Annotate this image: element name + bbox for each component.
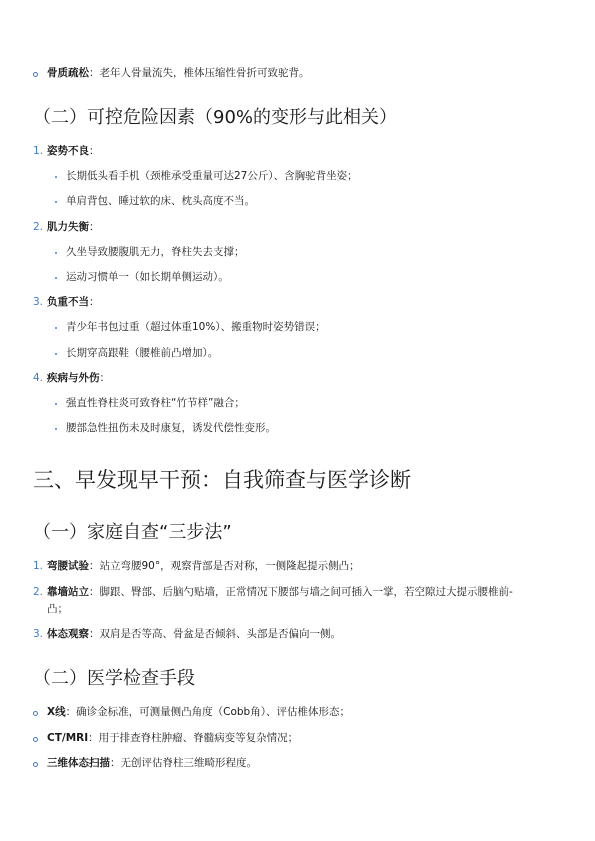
bullet-dot-icon	[55, 252, 57, 254]
list-item	[47, 756, 257, 771]
item-label: 姿势不良	[47, 145, 89, 157]
bullet-circle-icon	[33, 711, 38, 716]
bullet-dot-icon	[55, 176, 57, 178]
separator: ：	[89, 586, 100, 598]
list-number: 1.	[33, 145, 44, 157]
item-label: 三维体态扫描	[47, 757, 110, 769]
item-label: 靠墙站立	[47, 586, 89, 598]
item-text: 站立弯腰90°，观察背部是否对称，一侧隆起提示侧凸；	[99, 560, 360, 572]
item-label: CT/MRI	[47, 732, 89, 744]
sub-item: 运动习惯单一（如长期单侧运动）。	[66, 271, 229, 283]
section-heading: （二）医学检查手段	[33, 668, 195, 689]
separator: ：	[89, 560, 100, 572]
sub-item: 腰部急性扭伤未及时康复，诱发代偿性变形。	[66, 422, 276, 434]
item-label: 负重不当	[47, 296, 89, 308]
list-number: 2.	[33, 586, 44, 598]
list-item	[47, 585, 513, 600]
sub-item: 青少年书包过重（超过体重10%）、搬重物时姿势错误；	[66, 321, 326, 333]
sub-item: 久坐导致腰腹肌无力，脊柱失去支撑；	[66, 246, 245, 258]
item-label: 骨质疏松	[47, 67, 89, 79]
chapter-heading: 三、早发现早干预：自我筛查与医学诊断	[33, 468, 411, 492]
bullet-circle-icon	[33, 762, 38, 767]
section-heading: （二）可控危险因素（90%的变形与此相关）	[33, 107, 398, 128]
item-text: 脚跟、臀部、后脑勺贴墙，正常情况下腰部与墙之间可插入一掌，若空隙过大提示腰椎前-	[99, 586, 513, 598]
list-item	[47, 66, 310, 81]
item-text: 确诊金标准，可测量侧凸角度（Cobb角）、评估椎体形态；	[76, 706, 350, 718]
item-text: 双肩是否等高、骨盆是否倾斜、头部是否偏向一侧。	[99, 628, 341, 640]
separator: ：	[88, 732, 99, 744]
item-label: X线	[47, 706, 66, 718]
bullet-dot-icon	[55, 201, 57, 203]
sub-item: 单肩背包、睡过软的床、枕头高度不当。	[66, 195, 255, 207]
item-text: 无创评估脊柱三维畸形程度。	[120, 757, 257, 769]
bullet-dot-icon	[55, 277, 57, 279]
separator: ：	[89, 145, 100, 157]
bullet-circle-icon	[33, 737, 38, 742]
bullet-dot-icon	[55, 428, 57, 430]
list-item	[47, 220, 100, 235]
list-item	[47, 731, 298, 746]
sub-item: 长期低头看手机（颈椎承受重量可达27公斤）、含胸驼背坐姿；	[66, 170, 358, 182]
item-label: 肌力失衡	[47, 221, 89, 233]
list-item	[47, 371, 110, 386]
separator: ：	[89, 221, 100, 233]
bullet-dot-icon	[55, 327, 57, 329]
item-label: 体态观察	[47, 628, 89, 640]
separator: ：	[65, 706, 77, 718]
bullet-circle-icon	[33, 72, 38, 77]
separator: ：	[89, 67, 100, 79]
list-number: 3.	[33, 628, 44, 640]
bullet-dot-icon	[55, 353, 57, 355]
list-item	[47, 144, 100, 159]
separator: ：	[110, 757, 121, 769]
sub-item: 长期穿高跟鞋（腰椎前凸增加）。	[66, 347, 219, 359]
item-text-continued: 凸；	[47, 603, 68, 615]
item-label: 疾病与外伤	[47, 372, 100, 384]
list-item	[47, 627, 341, 642]
sub-item: 强直性脊柱炎可致脊柱“竹节样”融合；	[66, 397, 245, 409]
list-item	[47, 295, 100, 310]
bullet-dot-icon	[55, 403, 57, 405]
list-item	[47, 705, 350, 720]
list-item	[47, 559, 360, 574]
separator: ：	[89, 296, 100, 308]
item-text: 老年人骨量流失，椎体压缩性骨折可致驼背。	[99, 67, 310, 79]
list-number: 1.	[33, 560, 44, 572]
item-label: 弯腰试验	[47, 560, 89, 572]
section-heading: （一）家庭自查“三步法”	[33, 522, 232, 543]
list-number: 3.	[33, 296, 44, 308]
separator: ：	[99, 372, 110, 384]
list-number: 2.	[33, 221, 44, 233]
separator: ：	[89, 628, 100, 640]
list-number: 4.	[33, 372, 44, 384]
item-text: 用于排查脊柱肿瘤、脊髓病变等复杂情况；	[98, 732, 299, 744]
